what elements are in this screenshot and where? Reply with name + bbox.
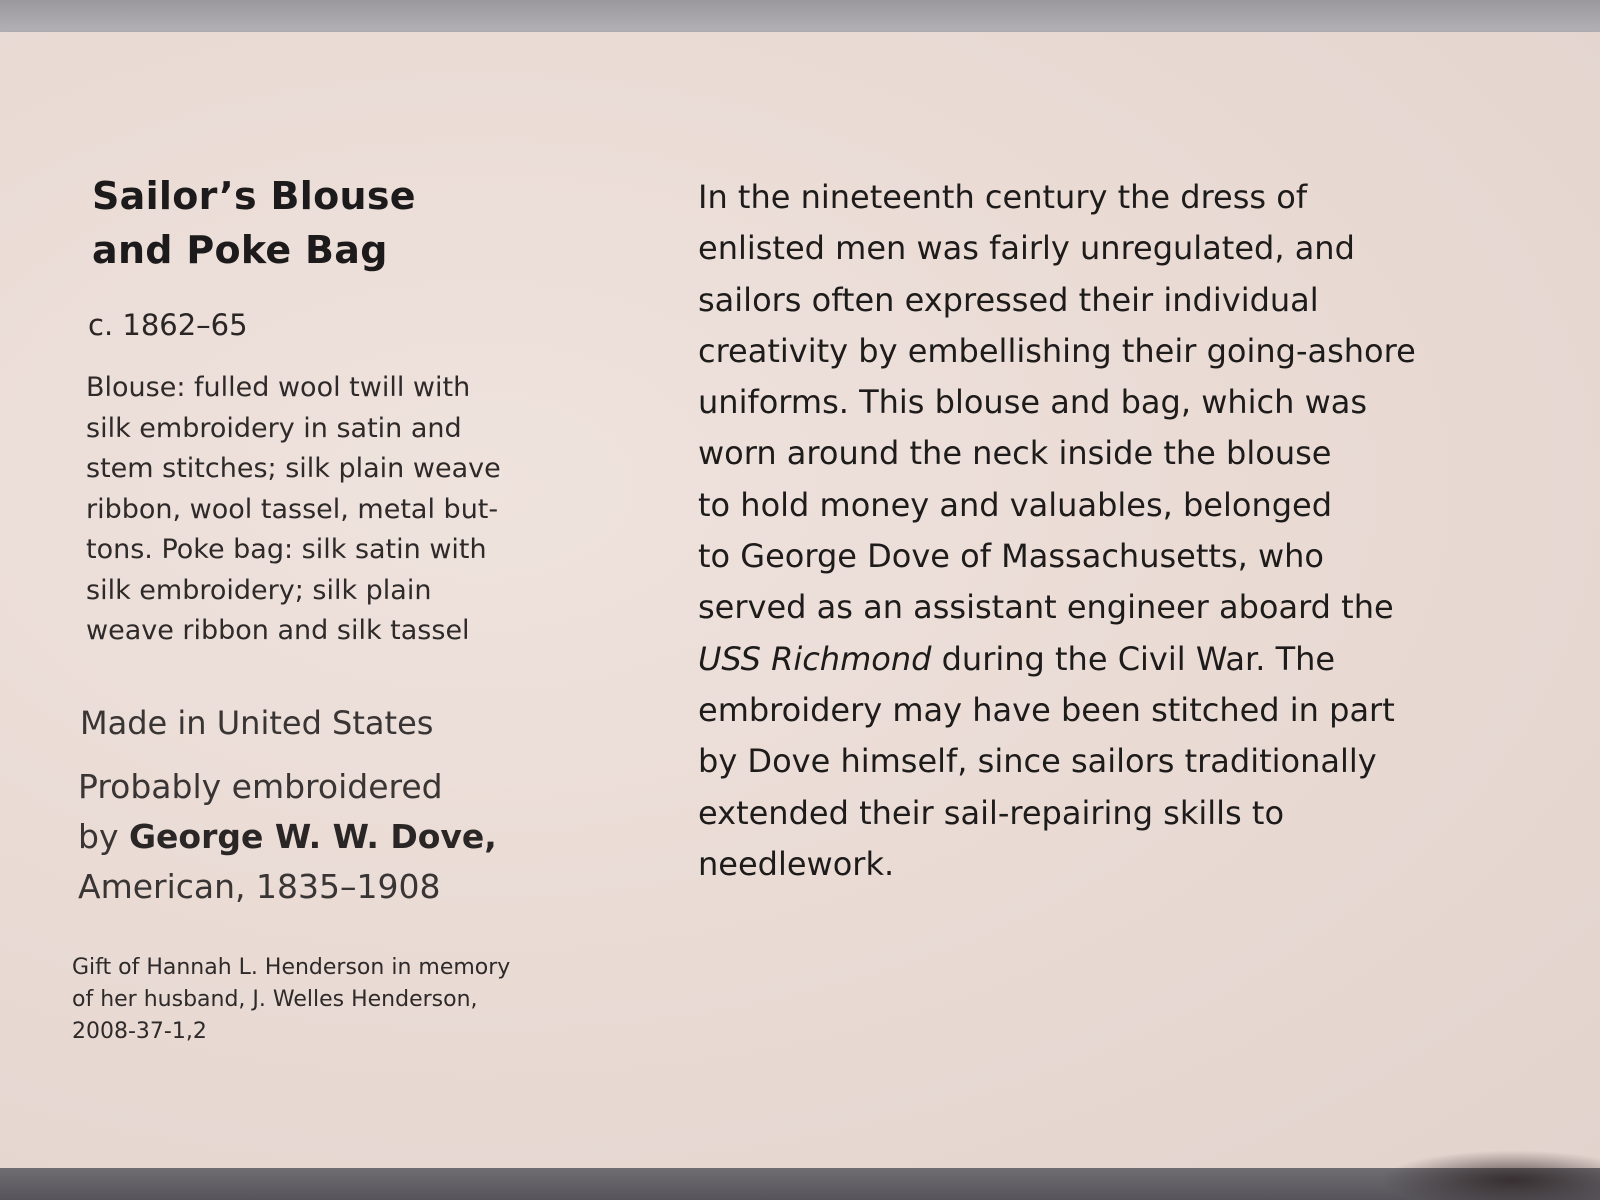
shadow: [1380, 1150, 1600, 1200]
body-line: sailors often expressed their individual: [698, 280, 1319, 319]
object-medium: [86, 368, 501, 652]
object-details-column: [0, 32, 640, 1168]
object-maker: [78, 762, 497, 912]
body-line: to George Dove of Massachusetts, who: [698, 537, 1324, 576]
body-line: worn around the neck inside the blouse: [698, 434, 1332, 473]
wall-background-bottom: [0, 1168, 1600, 1200]
interpretive-text: [698, 172, 1416, 890]
body-line: served as an assistant engineer aboard the: [698, 588, 1394, 627]
credit-line-text: of her husband, J. Welles Henderson,: [72, 987, 478, 1012]
museum-label-card: [0, 32, 1600, 1168]
maker-line: [78, 812, 497, 862]
maker-line: Probably embroidered: [78, 767, 443, 806]
object-origin: Made in United States: [80, 704, 434, 742]
object-title: [92, 169, 416, 277]
body-line: [698, 634, 1416, 685]
body-line: In the nineteenth century the dress of: [698, 178, 1308, 216]
accession-number: 2008-37-1,2: [72, 1019, 207, 1044]
maker-prefix: by: [78, 817, 129, 856]
body-line: enlisted men was fairly unregulated, and: [698, 229, 1355, 268]
body-line: embroidery may have been stitched in part: [698, 690, 1395, 729]
medium-line: weave ribbon and silk tassel: [86, 615, 470, 646]
medium-line: Blouse: fulled wool twill with: [86, 372, 471, 403]
wall-background-top: [0, 0, 1600, 34]
object-title-line: and Poke Bag: [92, 228, 388, 272]
medium-line: stem stitches; silk plain weave: [86, 453, 501, 484]
ship-line-rest: during the Civil War. The: [931, 639, 1336, 678]
credit-line-text: Gift of Hannah L. Henderson in memory: [72, 955, 511, 980]
body-line: needlework.: [698, 844, 895, 883]
medium-line: silk embroidery; silk plain: [86, 574, 432, 606]
object-date: c. 1862–65: [88, 308, 248, 342]
object-title-line: Sailor’s Blouse: [92, 174, 416, 218]
maker-name: George W. W. Dove,: [128, 817, 497, 856]
medium-line: ribbon, wool tassel, metal but-: [86, 493, 499, 525]
body-line: extended their sail-repairing skills to: [698, 793, 1285, 832]
medium-line: silk embroidery in satin and: [86, 412, 462, 444]
body-line: to hold money and valuables, belonged: [698, 485, 1333, 524]
body-line: uniforms. This blouse and bag, which was: [698, 383, 1368, 422]
ship-name: USS Richmond: [698, 639, 932, 678]
body-line: creativity by embellishing their going-ashore: [698, 331, 1416, 370]
maker-line: American, 1835–1908: [78, 867, 441, 906]
credit-line: [72, 952, 510, 1048]
medium-line: tons. Poke bag: silk satin with: [86, 534, 487, 565]
body-line: by Dove himself, since sailors traditionally: [698, 742, 1377, 781]
